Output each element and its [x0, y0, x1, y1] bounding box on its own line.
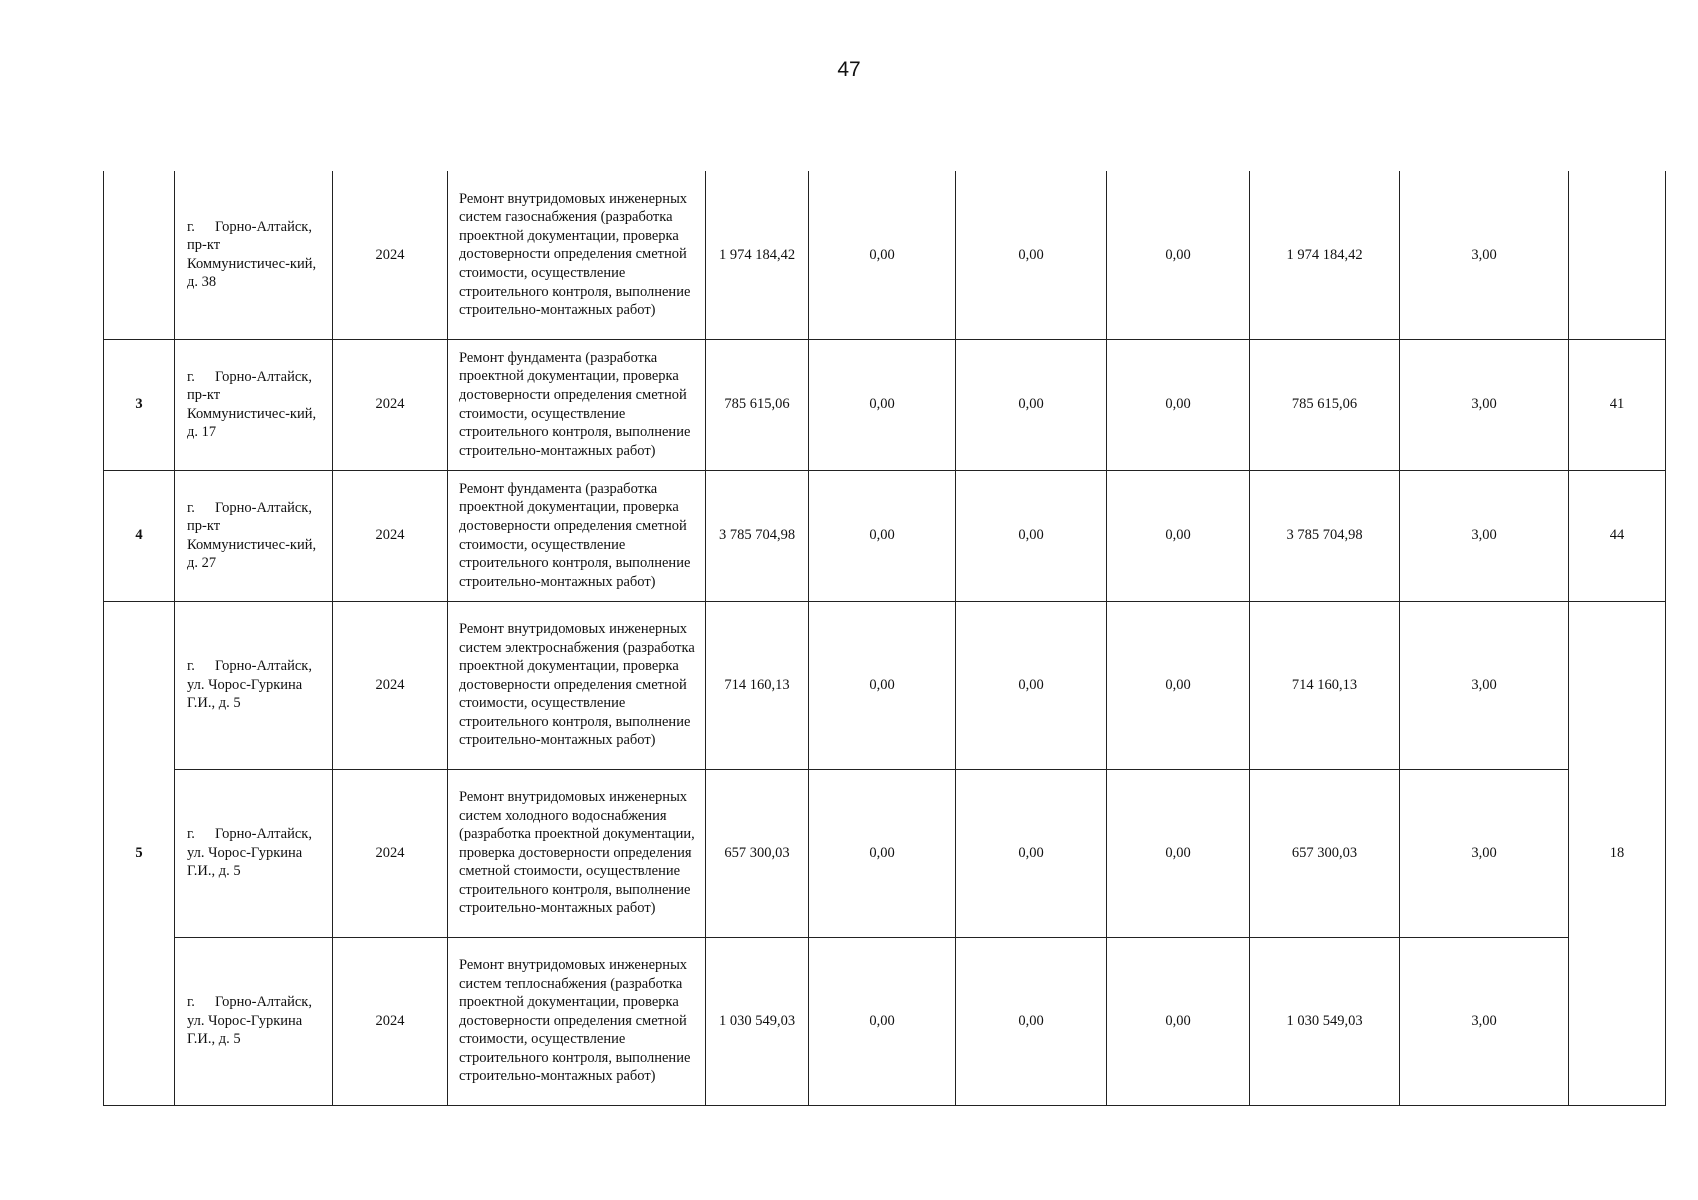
- rate-cell: 3,00: [1400, 171, 1569, 339]
- table-row: [104, 470, 1666, 601]
- rate-cell: 3,00: [1400, 470, 1569, 601]
- item-number-cell: 4: [104, 470, 175, 601]
- fund-cost-cell: 1 974 184,42: [1250, 171, 1400, 339]
- total-cost-cell: 1 030 549,03: [706, 937, 809, 1105]
- address-cell: г. Горно-Алтайск, ул. Чорос-Гуркина Г.И., д. 5: [175, 769, 333, 937]
- value-cell: 0,00: [956, 769, 1107, 937]
- year-cell: 2024: [333, 171, 448, 339]
- year-cell: 2024: [333, 601, 448, 769]
- address-cell: г. Горно-Алтайск, пр-кт Коммунистичес-кий, д. 27: [175, 470, 333, 601]
- total-cost-cell: 1 974 184,42: [706, 171, 809, 339]
- table-row: [104, 601, 1666, 769]
- value-cell: 0,00: [1107, 339, 1250, 470]
- rate-cell: 3,00: [1400, 339, 1569, 470]
- fund-cost-cell: 785 615,06: [1250, 339, 1400, 470]
- value-cell: 0,00: [809, 470, 956, 601]
- year-cell: 2024: [333, 937, 448, 1105]
- value-cell: 0,00: [956, 601, 1107, 769]
- value-cell: 0,00: [1107, 937, 1250, 1105]
- value-cell: 0,00: [1107, 171, 1250, 339]
- last-column-cell: [1569, 171, 1666, 339]
- value-cell: 0,00: [809, 601, 956, 769]
- value-cell: 0,00: [809, 171, 956, 339]
- fund-cost-cell: 714 160,13: [1250, 601, 1400, 769]
- rate-cell: 3,00: [1400, 769, 1569, 937]
- value-cell: 0,00: [956, 339, 1107, 470]
- total-cost-cell: 657 300,03: [706, 769, 809, 937]
- address-cell: г. Горно-Алтайск, ул. Чорос-Гуркина Г.И., д. 5: [175, 937, 333, 1105]
- page-number: 47: [837, 58, 861, 81]
- item-number-cell: 3: [104, 339, 175, 470]
- fund-cost-cell: 1 030 549,03: [1250, 937, 1400, 1105]
- table-row: [104, 769, 1666, 937]
- value-cell: 0,00: [956, 937, 1107, 1105]
- value-cell: 0,00: [1107, 470, 1250, 601]
- work-description-cell: Ремонт внутридомовых инженерных систем теплоснабжения (разработка проектной документации, проверка достоверности определения сметной стоимости, осуществление строительного контроля, выполнение строительно-монтажных работ): [448, 937, 706, 1105]
- work-description-cell: Ремонт фундамента (разработка проектной документации, проверка достоверности определения сметной стоимости, осуществление строительного контроля, выполнение строительно-монтажных работ): [448, 339, 706, 470]
- work-description-cell: Ремонт фундамента (разработка проектной документации, проверка достоверности определения сметной стоимости, осуществление строительного контроля, выполнение строительно-монтажных работ): [448, 470, 706, 601]
- value-cell: 0,00: [809, 937, 956, 1105]
- fund-cost-cell: 3 785 704,98: [1250, 470, 1400, 601]
- total-cost-cell: 714 160,13: [706, 601, 809, 769]
- rate-cell: 3,00: [1400, 601, 1569, 769]
- year-cell: 2024: [333, 339, 448, 470]
- table-row: [104, 171, 1666, 339]
- work-description-cell: Ремонт внутридомовых инженерных систем холодного водоснабжения (разработка проектной документации, проверка достоверности определения сметной стоимости, осуществление строительного контроля, выполнение строительно-монтажных работ): [448, 769, 706, 937]
- fund-cost-cell: 657 300,03: [1250, 769, 1400, 937]
- table-row: [104, 339, 1666, 470]
- last-column-cell: 44: [1569, 470, 1666, 601]
- value-cell: 0,00: [809, 339, 956, 470]
- work-description-cell: Ремонт внутридомовых инженерных систем газоснабжения (разработка проектной документации, проверка достоверности определения сметной стоимости, осуществление строительного контроля, выполнение строительно-монтажных работ): [448, 171, 706, 339]
- address-cell: г. Горно-Алтайск, пр-кт Коммунистичес-кий, д. 17: [175, 339, 333, 470]
- work-description-cell: Ремонт внутридомовых инженерных систем электроснабжения (разработка проектной документации, проверка достоверности определения сметной стоимости, осуществление строительного контроля, выполнение строительно-монтажных работ): [448, 601, 706, 769]
- total-cost-cell: 785 615,06: [706, 339, 809, 470]
- value-cell: 0,00: [1107, 601, 1250, 769]
- address-cell: г. Горно-Алтайск, ул. Чорос-Гуркина Г.И., д. 5: [175, 601, 333, 769]
- value-cell: 0,00: [956, 171, 1107, 339]
- value-cell: 0,00: [956, 470, 1107, 601]
- year-cell: 2024: [333, 769, 448, 937]
- last-column-cell: 41: [1569, 339, 1666, 470]
- item-number-cell: [104, 171, 175, 339]
- item-number-cell: 5: [104, 601, 175, 1105]
- address-cell: г. Горно-Алтайск, пр-кт Коммунистичес-кий, д. 38: [175, 171, 333, 339]
- year-cell: 2024: [333, 470, 448, 601]
- table-row: [104, 937, 1666, 1105]
- value-cell: 0,00: [1107, 769, 1250, 937]
- value-cell: 0,00: [809, 769, 956, 937]
- last-column-cell: 18: [1569, 601, 1666, 1105]
- works-table: [103, 171, 1666, 1106]
- total-cost-cell: 3 785 704,98: [706, 470, 809, 601]
- rate-cell: 3,00: [1400, 937, 1569, 1105]
